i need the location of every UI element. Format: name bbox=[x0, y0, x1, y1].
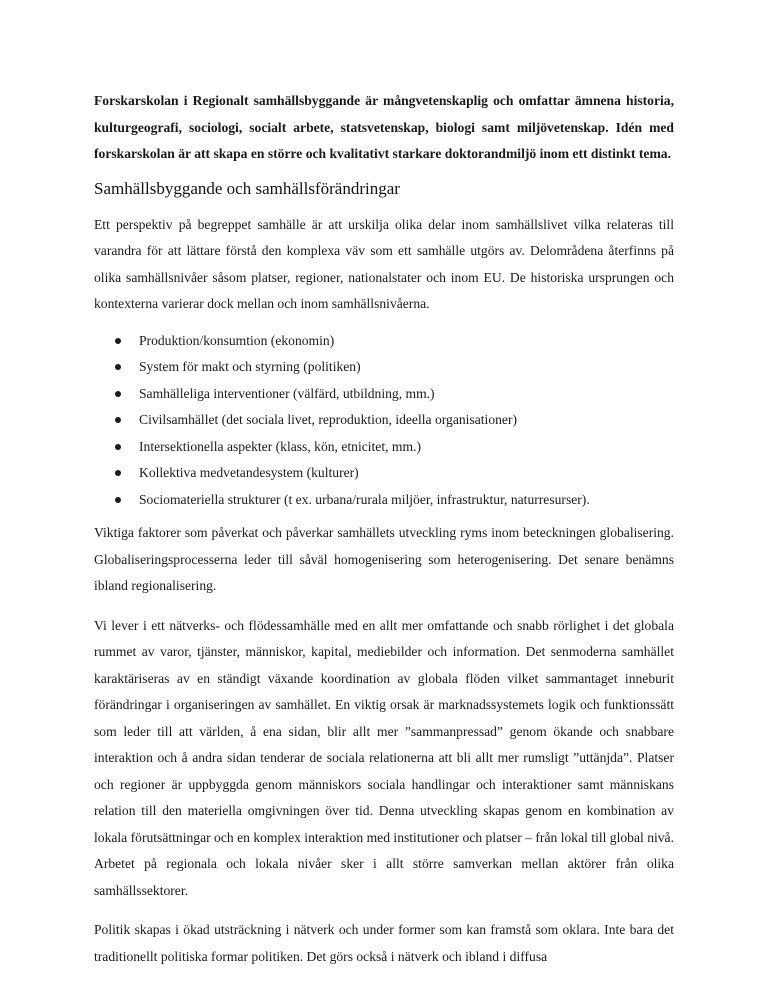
bullet-icon bbox=[115, 391, 121, 397]
list-item: Intersektionella aspekter (klass, kön, etnicitet, mm.) bbox=[94, 434, 674, 461]
list-item: Civilsamhället (det sociala livet, reproduktion, ideella organisationer) bbox=[94, 407, 674, 434]
list-item: System för makt och styrning (politiken) bbox=[94, 354, 674, 381]
bullet-icon bbox=[115, 338, 121, 344]
list-item: Sociomateriella strukturer (t ex. urbana/rurala miljöer, infrastruktur, naturresurser). bbox=[94, 487, 674, 514]
list-item: Samhälleliga interventioner (välfärd, utbildning, mm.) bbox=[94, 381, 674, 408]
document-page bbox=[94, 88, 674, 970]
bullet-list bbox=[94, 328, 674, 514]
list-item: Produktion/konsumtion (ekonomin) bbox=[94, 328, 674, 355]
bullet-icon bbox=[115, 364, 121, 370]
body-paragraph-2: Viktiga faktorer som påverkat och påverkar samhällets utveckling ryms inom beteckningen globalisering. Globaliseringsprocesserna leder till såväl homogenisering som heterogenisering. Det senare benämns ibland regionalisering. bbox=[94, 525, 674, 593]
bullet-icon bbox=[115, 497, 121, 503]
body-paragraph-3: Vi lever i ett nätverks- och flödessamhälle med en allt mer omfattande och snabb rörlighet i det globala rummet av varor, tjänster, människor, kapital, mediebilder och information. Det senmoderna samhället karaktäriseras av en ständigt växande koordination av globala flöden vilket sammantaget inneburit förändringar i organiseringen av samhället. En viktig orsak är marknadssystemets logik och funktionssätt som leder till att världen, å ena sidan, blir allt mer ”sammanpressad” genom ökande och snabbare interaktion och å andra sidan tenderar de sociala relationerna att bli allt mer rumsligt ”uttänjda”. Platser och regioner är uppbyggda genom människors sociala handlingar och interaktioner samt människans relation till den materiella omgivningen över tid. Denna utveckling skapas genom en kombination av lokala förutsättningar och en komplex interaktion med institutioner och platser – från lokal till global nivå. Arbetet på regionala och lokala nivåer sker i allt större samverkan mellan aktörer från olika samhällssektorer. bbox=[94, 617, 674, 898]
body-paragraph-1: Ett perspektiv på begreppet samhälle är att urskilja olika delar inom samhällslivet vilka relateras till varandra för att lättare förstå den komplexa väv som ett samhälle utgörs av. Delområdena återfinns på olika samhällsnivåer såsom platser, regioner, nationalstater och inom EU. De historiska ursprungen och kontexterna varierar dock mellan och inom samhällsnivåerna. bbox=[94, 216, 674, 311]
list-item: Kollektiva medvetandesystem (kulturer) bbox=[94, 460, 674, 487]
section-heading: Samhällsbyggande och samhällsförändringar bbox=[94, 178, 400, 198]
bullet-icon bbox=[115, 417, 121, 423]
body-paragraph-4: Politik skapas i ökad utsträckning i nätverk och under former som kan framstå som oklara. Inte bara det traditionellt politiska formar politiken. Det görs också i nätverk och ibland i diffusa bbox=[94, 922, 674, 964]
bullet-icon bbox=[115, 444, 121, 450]
intro-paragraph: Forskarskolan i Regionalt samhällsbyggande är mångvetenskaplig och omfattar ämnena historia, kulturgeografi, sociologi, socialt arbete, statsvetenskap, biologi samt miljövetenskap. Idén med forskarskolan är att skapa en större och kvalitativt starkare doktorandmiljö inom ett distinkt tema. bbox=[94, 93, 674, 161]
bullet-icon bbox=[115, 470, 121, 476]
